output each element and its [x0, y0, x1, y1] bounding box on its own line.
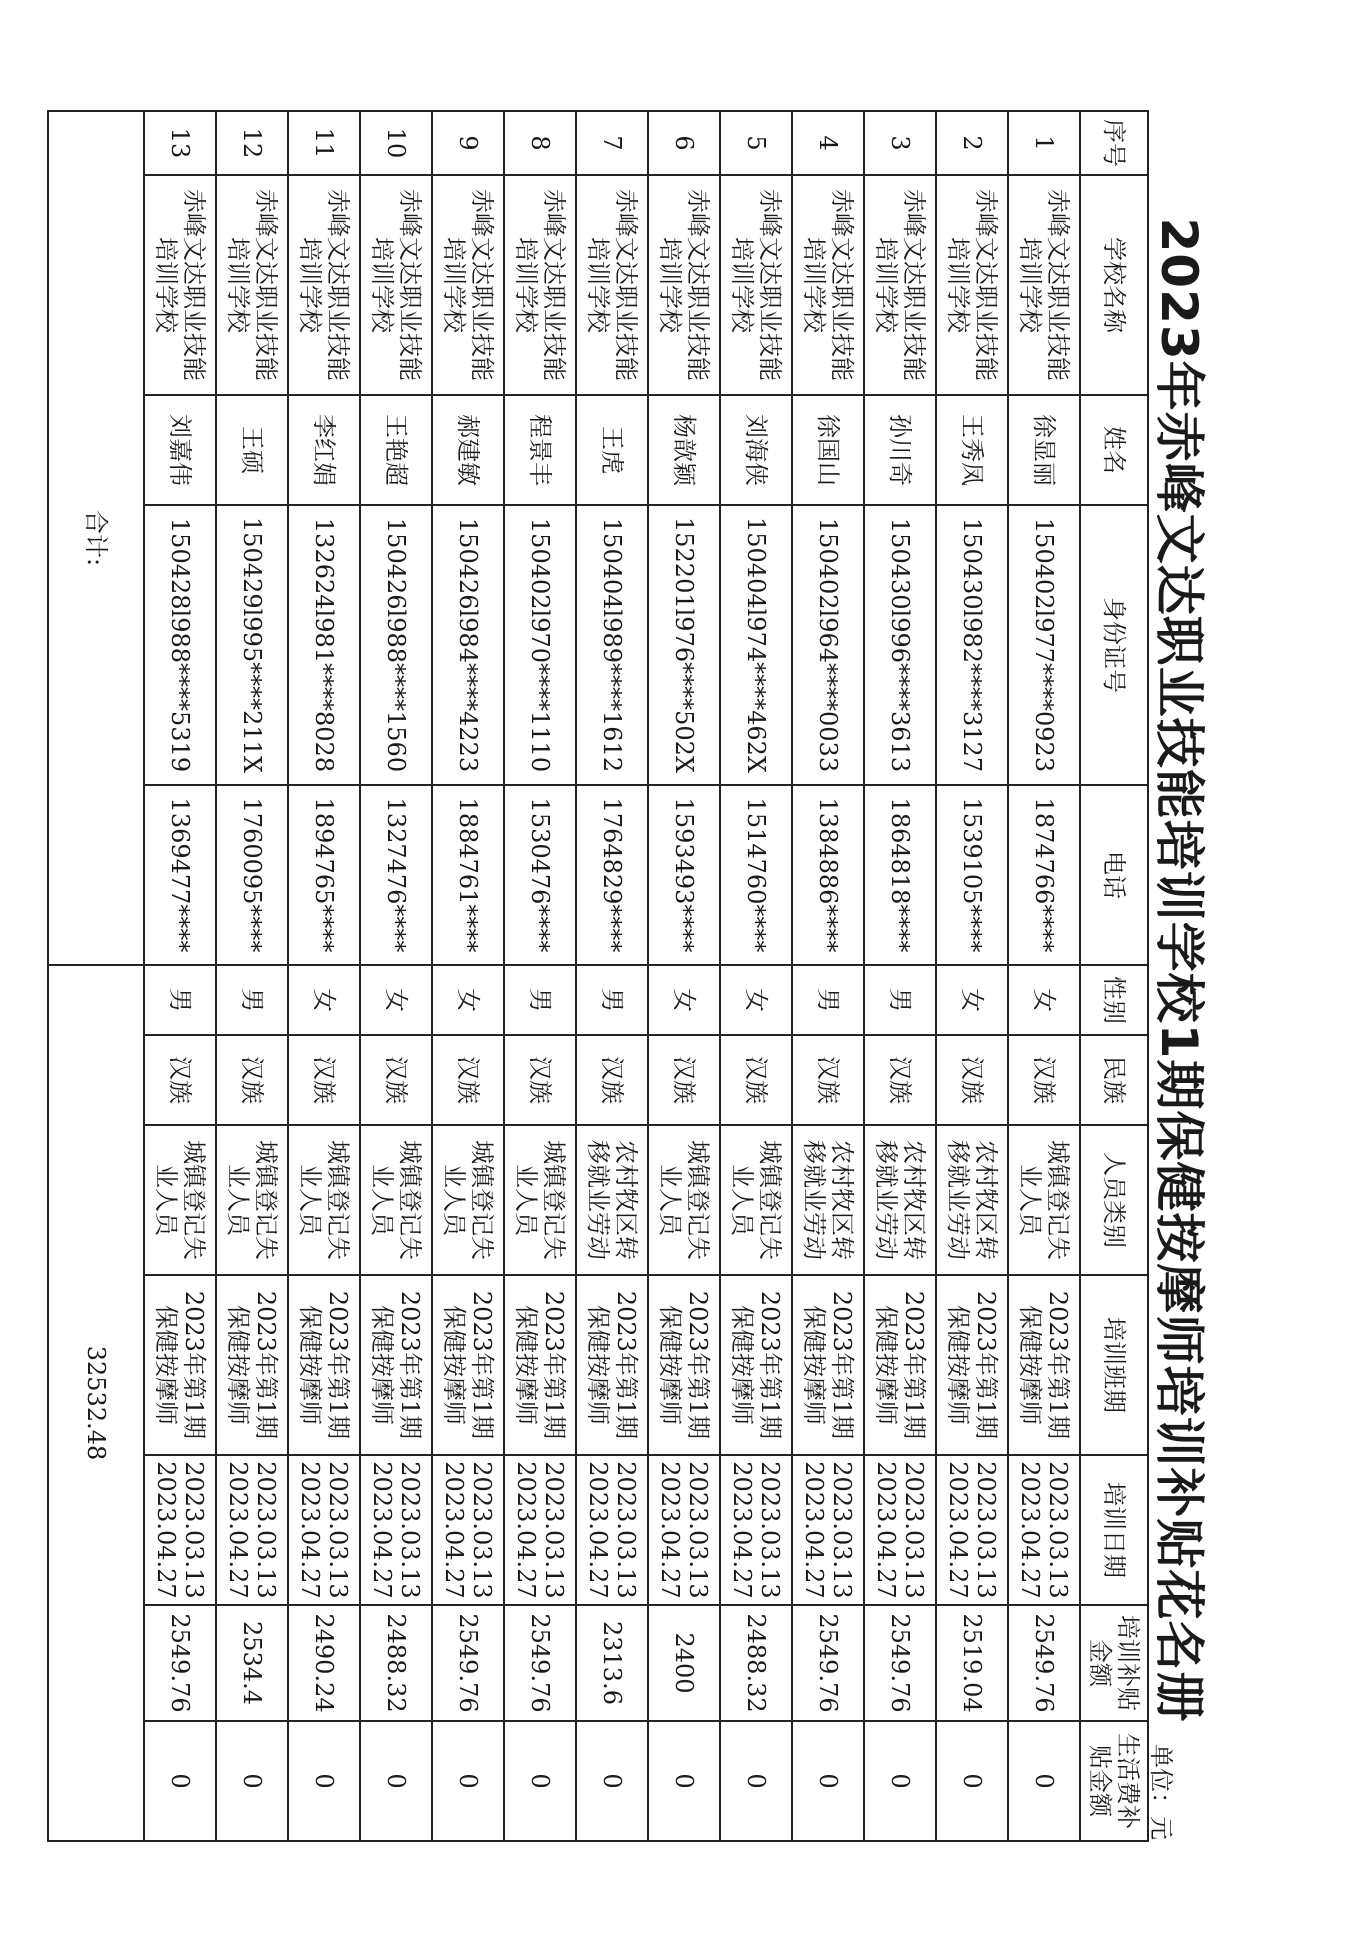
gender-cell: 男 [864, 965, 936, 1035]
name-cell: 徐显丽 [1008, 395, 1080, 505]
table-row [144, 111, 216, 1841]
school-cell: 赤峰文达职业技能培训学校 [504, 175, 576, 395]
ethnicity-cell: 汉族 [576, 1035, 648, 1125]
training-subsidy-cell: 2549.76 [144, 1605, 216, 1721]
category-cell: 城镇登记失业人员 [288, 1125, 360, 1275]
school-cell: 赤峰文达职业技能培训学校 [936, 175, 1008, 395]
training-subsidy-cell: 2400 [648, 1605, 720, 1721]
header-living-subsidy: 生活费补贴金额 [1080, 1721, 1148, 1841]
dates-cell: 2023.03.13 2023.04.27 [1008, 1455, 1080, 1605]
table-row [864, 111, 936, 1841]
living-subsidy-cell: 0 [216, 1721, 288, 1841]
table-row [216, 111, 288, 1841]
table-row [792, 111, 864, 1841]
seq-cell: 2 [936, 111, 1008, 175]
school-cell: 赤峰文达职业技能培训学校 [792, 175, 864, 395]
total-row [48, 111, 144, 1841]
category-cell: 城镇登记失业人员 [1008, 1125, 1080, 1275]
id-cell: 150404l989****1612 [576, 505, 648, 785]
name-cell: 刘嘉伟 [144, 395, 216, 505]
name-cell: 郝建敏 [432, 395, 504, 505]
school-cell: 赤峰文达职业技能培训学校 [360, 175, 432, 395]
training-subsidy-cell: 2519.04 [936, 1605, 1008, 1721]
class-cell: 2023年第1期保健按摩师 [144, 1275, 216, 1455]
ethnicity-cell: 汉族 [1008, 1035, 1080, 1125]
training-subsidy-cell: 2549.76 [1008, 1605, 1080, 1721]
school-cell: 赤峰文达职业技能培训学校 [720, 175, 792, 395]
id-cell: 132624l981****8028 [288, 505, 360, 785]
id-cell: 150402l970****1110 [504, 505, 576, 785]
name-cell: 孙川奇 [864, 395, 936, 505]
id-cell: 150402l977****0923 [1008, 505, 1080, 785]
living-subsidy-cell: 0 [360, 1721, 432, 1841]
class-cell: 2023年第1期保健按摩师 [936, 1275, 1008, 1455]
class-cell: 2023年第1期保健按摩师 [576, 1275, 648, 1455]
phone-cell: 1327476**** [360, 785, 432, 965]
category-cell: 城镇登记失业人员 [432, 1125, 504, 1275]
unit-label: 单位：元 [1147, 1744, 1175, 1840]
living-subsidy-cell: 0 [432, 1721, 504, 1841]
table-row [504, 111, 576, 1841]
dates-cell: 2023.03.13 2023.04.27 [648, 1455, 720, 1605]
name-cell: 刘海侠 [720, 395, 792, 505]
phone-cell: 1884761**** [432, 785, 504, 965]
class-cell: 2023年第1期保健按摩师 [216, 1275, 288, 1455]
dates-cell: 2023.03.13 2023.04.27 [864, 1455, 936, 1605]
school-cell: 赤峰文达职业技能培训学校 [1008, 175, 1080, 395]
table-header-row [1080, 111, 1148, 1841]
id-cell: 150426l988****1560 [360, 505, 432, 785]
total-label: 合计: [48, 111, 144, 965]
ethnicity-cell: 汉族 [144, 1035, 216, 1125]
dates-cell: 2023.03.13 2023.04.27 [504, 1455, 576, 1605]
training-subsidy-cell: 2549.76 [792, 1605, 864, 1721]
header-seq: 序号 [1080, 111, 1148, 175]
header-gender: 性别 [1080, 965, 1148, 1035]
page-title: 2023年赤峰文达职业技能培训学校1期保健按摩师培训补贴花名册 [1150, 217, 1208, 1723]
ethnicity-cell: 汉族 [360, 1035, 432, 1125]
training-subsidy-cell: 2534.4 [216, 1605, 288, 1721]
phone-cell: 1593493**** [648, 785, 720, 965]
id-cell: 150430l982****3127 [936, 505, 1008, 785]
table-body [144, 111, 1080, 1841]
seq-cell: 7 [576, 111, 648, 175]
gender-cell: 女 [1008, 965, 1080, 1035]
seq-cell: 12 [216, 111, 288, 175]
seq-cell: 8 [504, 111, 576, 175]
name-cell: 王秀凤 [936, 395, 1008, 505]
ethnicity-cell: 汉族 [216, 1035, 288, 1125]
living-subsidy-cell: 0 [1008, 1721, 1080, 1841]
living-subsidy-cell: 0 [792, 1721, 864, 1841]
class-cell: 2023年第1期保健按摩师 [504, 1275, 576, 1455]
school-cell: 赤峰文达职业技能培训学校 [144, 175, 216, 395]
seq-cell: 10 [360, 111, 432, 175]
training-subsidy-cell: 2488.32 [720, 1605, 792, 1721]
training-subsidy-cell: 2313.6 [576, 1605, 648, 1721]
phone-cell: 1894765**** [288, 785, 360, 965]
id-cell: 150429l995****211X [216, 505, 288, 785]
header-category: 人员类别 [1080, 1125, 1148, 1275]
table-row [720, 111, 792, 1841]
header-phone: 电话 [1080, 785, 1148, 965]
total-value: 32532.48 [48, 965, 144, 1841]
ethnicity-cell: 汉族 [432, 1035, 504, 1125]
living-subsidy-cell: 0 [288, 1721, 360, 1841]
dates-cell: 2023.03.13 2023.04.27 [720, 1455, 792, 1605]
table-row [432, 111, 504, 1841]
seq-cell: 4 [792, 111, 864, 175]
living-subsidy-cell: 0 [864, 1721, 936, 1841]
phone-cell: 1539105**** [936, 785, 1008, 965]
phone-cell: 1369477**** [144, 785, 216, 965]
school-cell: 赤峰文达职业技能培训学校 [216, 175, 288, 395]
dates-cell: 2023.03.13 2023.04.27 [432, 1455, 504, 1605]
school-cell: 赤峰文达职业技能培训学校 [576, 175, 648, 395]
dates-cell: 2023.03.13 2023.04.27 [216, 1455, 288, 1605]
phone-cell: 1760095**** [216, 785, 288, 965]
name-cell: 程景丰 [504, 395, 576, 505]
ethnicity-cell: 汉族 [288, 1035, 360, 1125]
table-row [576, 111, 648, 1841]
ethnicity-cell: 汉族 [504, 1035, 576, 1125]
category-cell: 农村牧区转移就业劳动 [792, 1125, 864, 1275]
living-subsidy-cell: 0 [144, 1721, 216, 1841]
phone-cell: 1384886**** [792, 785, 864, 965]
ethnicity-cell: 汉族 [792, 1035, 864, 1125]
id-cell: 150404l974****462X [720, 505, 792, 785]
ethnicity-cell: 汉族 [936, 1035, 1008, 1125]
header-ethnicity: 民族 [1080, 1035, 1148, 1125]
header-dates: 培训日期 [1080, 1455, 1148, 1605]
training-subsidy-cell: 2549.76 [432, 1605, 504, 1721]
gender-cell: 女 [936, 965, 1008, 1035]
training-subsidy-cell: 2549.76 [864, 1605, 936, 1721]
category-cell: 城镇登记失业人员 [720, 1125, 792, 1275]
table-row [288, 111, 360, 1841]
name-cell: 王艳超 [360, 395, 432, 505]
table-row [1008, 111, 1080, 1841]
table-row [936, 111, 1008, 1841]
school-cell: 赤峰文达职业技能培训学校 [432, 175, 504, 395]
class-cell: 2023年第1期保健按摩师 [864, 1275, 936, 1455]
seq-cell: 5 [720, 111, 792, 175]
name-cell: 李红娟 [288, 395, 360, 505]
gender-cell: 男 [792, 965, 864, 1035]
ethnicity-cell: 汉族 [864, 1035, 936, 1125]
header-school: 学校名称 [1080, 175, 1148, 395]
gender-cell: 女 [720, 965, 792, 1035]
seq-cell: 13 [144, 111, 216, 175]
category-cell: 农村牧区转移就业劳动 [576, 1125, 648, 1275]
class-cell: 2023年第1期保健按摩师 [720, 1275, 792, 1455]
category-cell: 城镇登记失业人员 [216, 1125, 288, 1275]
category-cell: 农村牧区转移就业劳动 [936, 1125, 1008, 1275]
training-subsidy-cell: 2488.32 [360, 1605, 432, 1721]
category-cell: 城镇登记失业人员 [360, 1125, 432, 1275]
class-cell: 2023年第1期保健按摩师 [288, 1275, 360, 1455]
dates-cell: 2023.03.13 2023.04.27 [576, 1455, 648, 1605]
training-subsidy-cell: 2549.76 [504, 1605, 576, 1721]
id-cell: 150426l984****4223 [432, 505, 504, 785]
category-cell: 农村牧区转移就业劳动 [864, 1125, 936, 1275]
ethnicity-cell: 汉族 [648, 1035, 720, 1125]
seq-cell: 3 [864, 111, 936, 175]
seq-cell: 1 [1008, 111, 1080, 175]
seq-cell: 9 [432, 111, 504, 175]
id-cell: 150430l996****3613 [864, 505, 936, 785]
gender-cell: 男 [576, 965, 648, 1035]
class-cell: 2023年第1期保健按摩师 [432, 1275, 504, 1455]
gender-cell: 女 [648, 965, 720, 1035]
header-id: 身份证号 [1080, 505, 1148, 785]
category-cell: 城镇登记失业人员 [144, 1125, 216, 1275]
name-cell: 徐国山 [792, 395, 864, 505]
living-subsidy-cell: 0 [504, 1721, 576, 1841]
dates-cell: 2023.03.13 2023.04.27 [288, 1455, 360, 1605]
dates-cell: 2023.03.13 2023.04.27 [936, 1455, 1008, 1605]
living-subsidy-cell: 0 [648, 1721, 720, 1841]
phone-cell: 1874766**** [1008, 785, 1080, 965]
gender-cell: 男 [504, 965, 576, 1035]
table-row [648, 111, 720, 1841]
living-subsidy-cell: 0 [576, 1721, 648, 1841]
gender-cell: 女 [432, 965, 504, 1035]
gender-cell: 男 [216, 965, 288, 1035]
living-subsidy-cell: 0 [720, 1721, 792, 1841]
gender-cell: 女 [360, 965, 432, 1035]
phone-cell: 1764829**** [576, 785, 648, 965]
training-subsidy-cell: 2490.24 [288, 1605, 360, 1721]
id-cell: 150428l988****5319 [144, 505, 216, 785]
header-training-subsidy: 培训补贴金额 [1080, 1605, 1148, 1721]
seq-cell: 11 [288, 111, 360, 175]
phone-cell: 1514760**** [720, 785, 792, 965]
name-cell: 王硕 [216, 395, 288, 505]
category-cell: 城镇登记失业人员 [648, 1125, 720, 1275]
school-cell: 赤峰文达职业技能培训学校 [864, 175, 936, 395]
gender-cell: 男 [144, 965, 216, 1035]
school-cell: 赤峰文达职业技能培训学校 [648, 175, 720, 395]
id-cell: 152201l976****502X [648, 505, 720, 785]
name-cell: 王虎 [576, 395, 648, 505]
gender-cell: 女 [288, 965, 360, 1035]
seq-cell: 6 [648, 111, 720, 175]
school-cell: 赤峰文达职业技能培训学校 [288, 175, 360, 395]
living-subsidy-cell: 0 [936, 1721, 1008, 1841]
class-cell: 2023年第1期保健按摩师 [1008, 1275, 1080, 1455]
class-cell: 2023年第1期保健按摩师 [360, 1275, 432, 1455]
header-class: 培训班期 [1080, 1275, 1148, 1455]
class-cell: 2023年第1期保健按摩师 [792, 1275, 864, 1455]
id-cell: 150402l964****0033 [792, 505, 864, 785]
dates-cell: 2023.03.13 2023.04.27 [144, 1455, 216, 1605]
ethnicity-cell: 汉族 [720, 1035, 792, 1125]
header-name: 姓名 [1080, 395, 1148, 505]
subsidy-roster-table [47, 110, 1149, 1842]
name-cell: 杨歆颖 [648, 395, 720, 505]
table-row [360, 111, 432, 1841]
phone-cell: 1864818**** [864, 785, 936, 965]
class-cell: 2023年第1期保健按摩师 [648, 1275, 720, 1455]
category-cell: 城镇登记失业人员 [504, 1125, 576, 1275]
phone-cell: 1530476**** [504, 785, 576, 965]
dates-cell: 2023.03.13 2023.04.27 [792, 1455, 864, 1605]
dates-cell: 2023.03.13 2023.04.27 [360, 1455, 432, 1605]
